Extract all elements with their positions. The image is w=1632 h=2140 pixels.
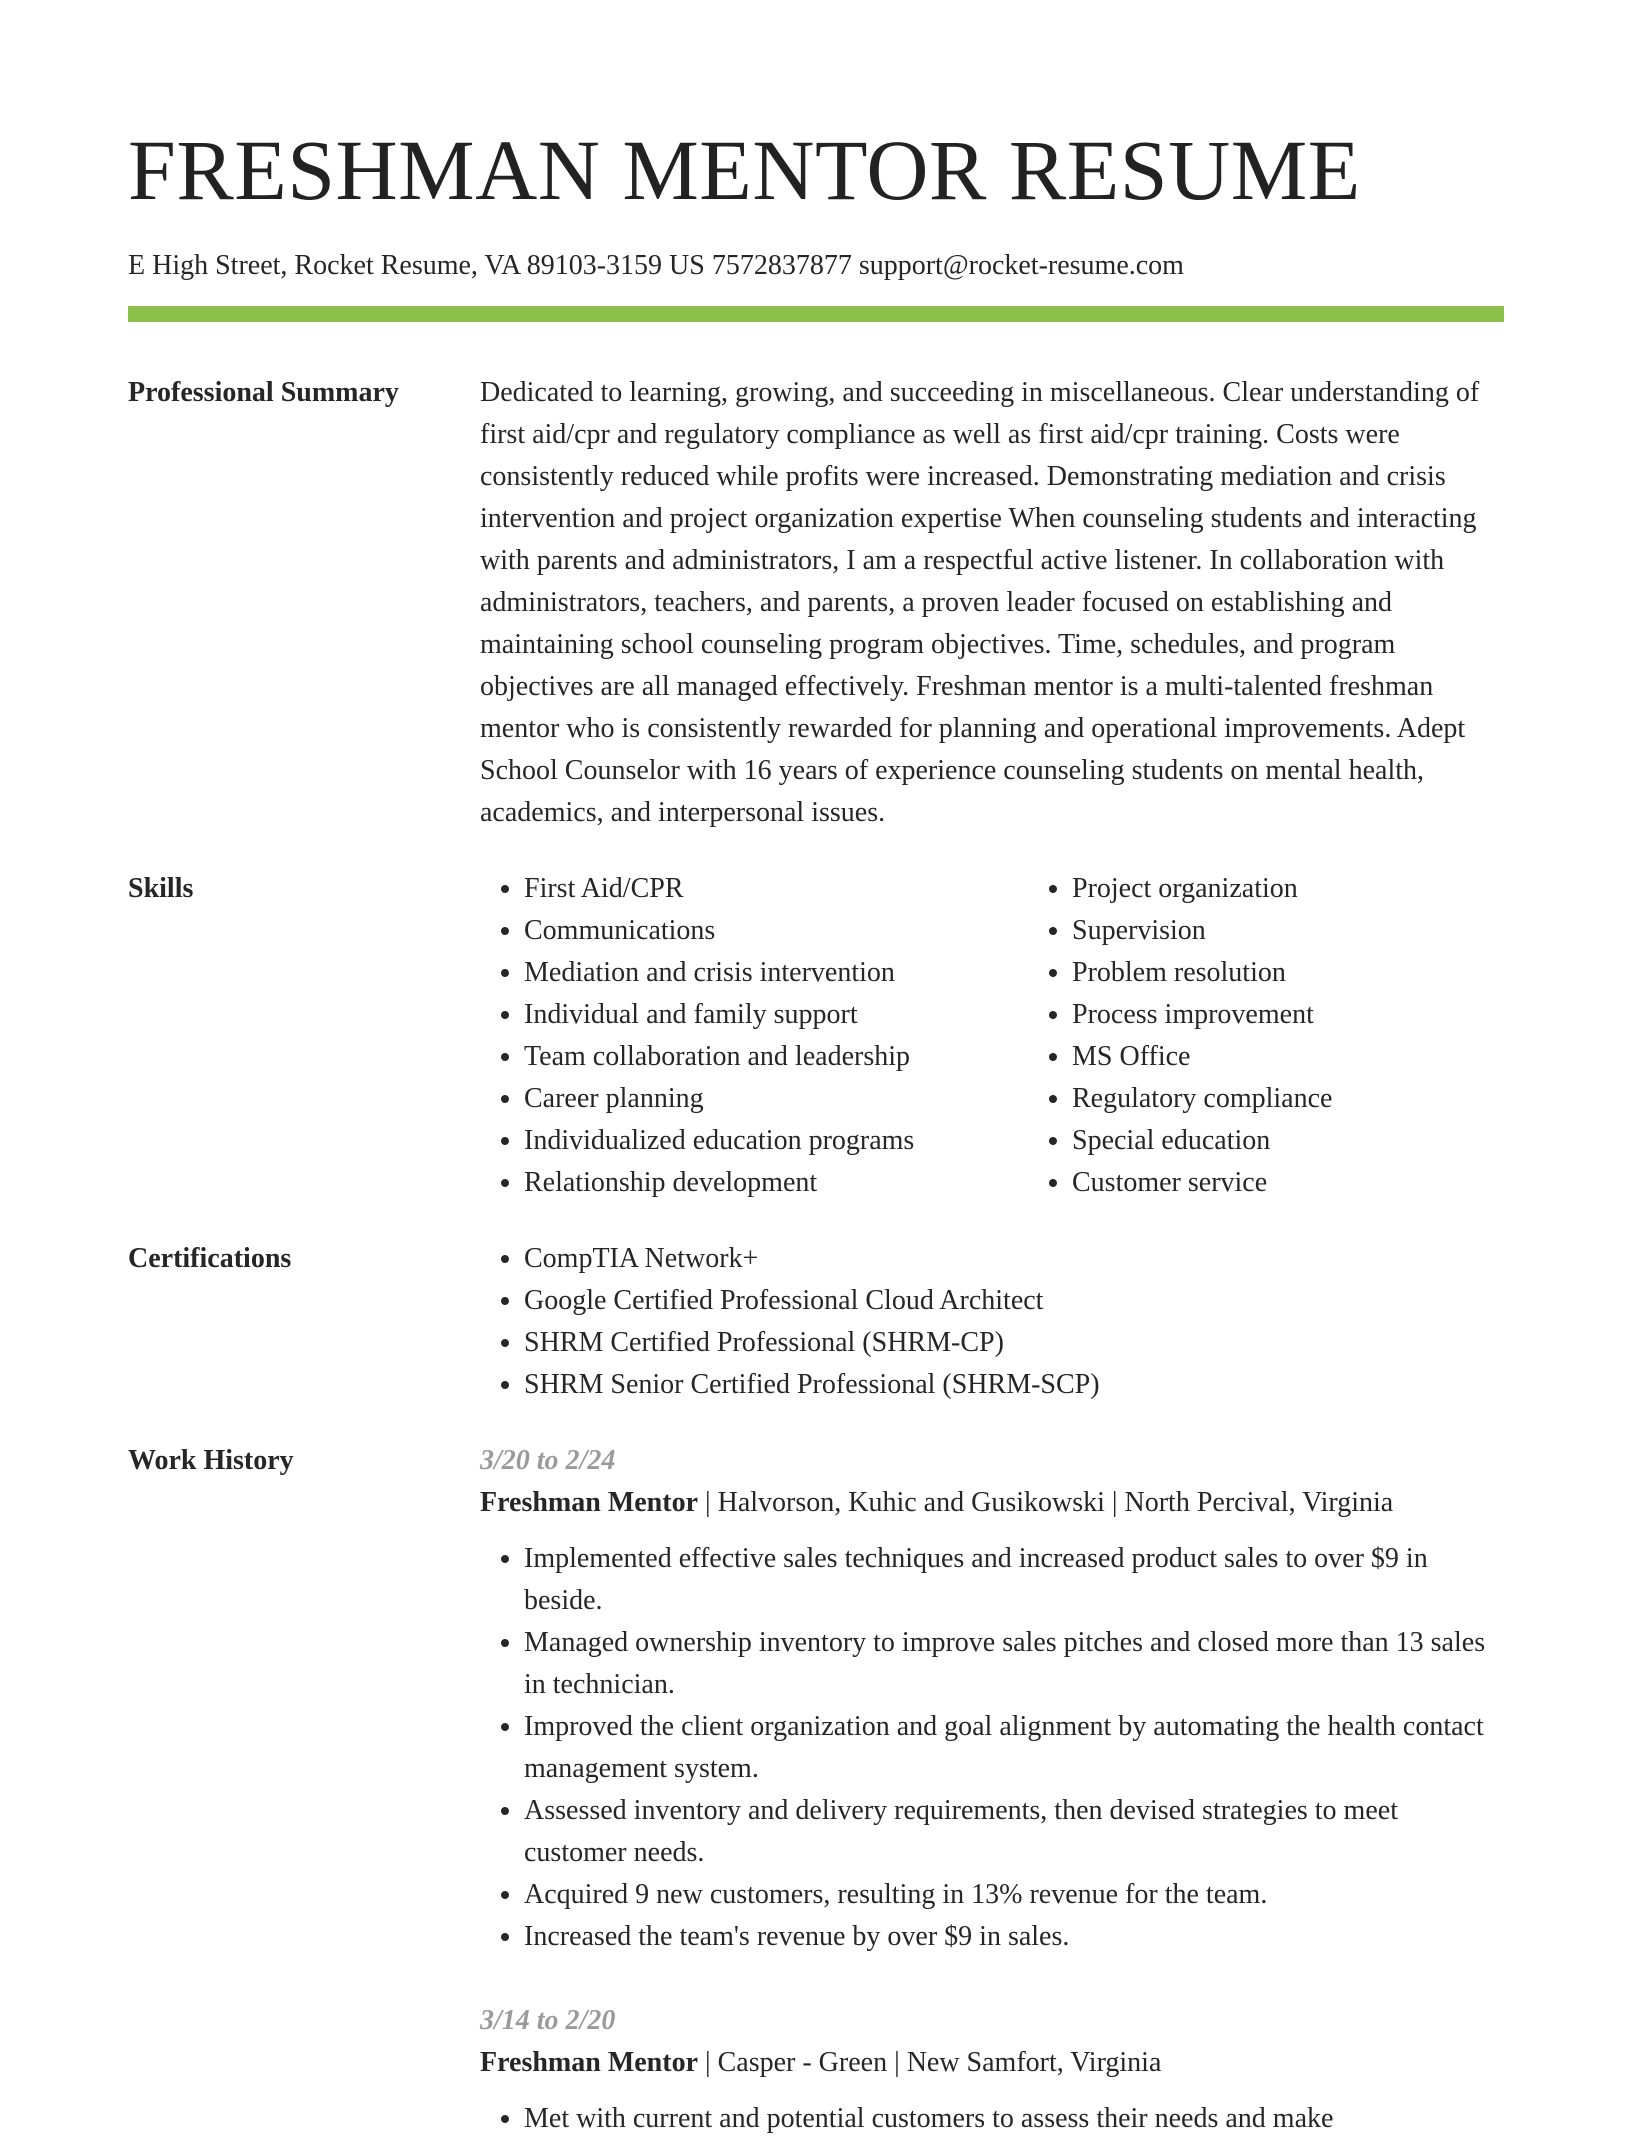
skill-item: • Individualized education programs bbox=[524, 1120, 1028, 1162]
skills-columns bbox=[480, 868, 1576, 1204]
skill-item: • Process improvement bbox=[1072, 994, 1576, 1036]
job-title: Freshman Mentor bbox=[480, 2047, 698, 2078]
contact-line: E High Street, Rocket Resume, VA 89103-3159 US 7572837877 support@rocket-resume.com bbox=[128, 250, 1184, 281]
summary-text: Dedicated to learning, growing, and succeeding in miscellaneous. Clear understanding of first aid/cpr and regulatory compliance as well as first aid/cpr training. Costs were consistently reduced while profits were increased. Demonstrating mediation and crisis intervention and project organization expertise When counseling students and interacting with parents and administrators, I am a respectful active listener. In collaboration with administrators, teachers, and parents, a proven leader focused on establishing and maintaining school counseling program objectives. Time, schedules, and program objectives are all managed effectively. Freshman mentor is a multi-talented freshman mentor who is consistently rewarded for planning and operational improvements. Adept School Counselor with 16 years of experience counseling students on mental health, academics, and interpersonal issues. bbox=[480, 377, 1480, 828]
skill-item: • First Aid/CPR bbox=[524, 868, 1028, 910]
section-label-work-history: Work History bbox=[128, 1445, 294, 1476]
section-label-summary: Professional Summary bbox=[128, 377, 399, 408]
professional-summary-section bbox=[128, 322, 1504, 834]
job-dates: 3/20 to 2/24 bbox=[480, 1445, 616, 1476]
job-bullet: • Acquired 9 new customers, resulting in 13% revenue for the team. bbox=[524, 1874, 1504, 1916]
skill-item: • Mediation and crisis intervention bbox=[524, 952, 1028, 994]
job-entry bbox=[480, 1440, 1504, 1958]
skill-item: • Relationship development bbox=[524, 1162, 1028, 1204]
certification-item: • Google Certified Professional Cloud Architect bbox=[524, 1280, 1504, 1322]
job-bullet: • Implemented effective sales techniques and increased product sales to over $9 in beside. bbox=[524, 1538, 1504, 1622]
certifications-section bbox=[128, 1204, 1504, 1406]
job-bullet: • Assessed inventory and delivery requirements, then devised strategies to meet customer needs. bbox=[524, 1790, 1504, 1874]
skill-item: • Problem resolution bbox=[1072, 952, 1576, 994]
resume-page bbox=[128, 0, 1504, 2140]
header-divider bbox=[128, 306, 1504, 322]
section-label-certifications: Certifications bbox=[128, 1243, 292, 1274]
skills-section bbox=[128, 834, 1504, 1204]
skills-list-right bbox=[1028, 868, 1576, 1204]
work-history-body bbox=[480, 1440, 1504, 2140]
job-bullet: • Managed ownership inventory to improve sales pitches and closed more than 13 sales in technician. bbox=[524, 1622, 1504, 1706]
certification-item: • SHRM Senior Certified Professional (SHRM-SCP) bbox=[524, 1364, 1504, 1406]
certification-item: • SHRM Certified Professional (SHRM-CP) bbox=[524, 1322, 1504, 1364]
certifications-list bbox=[480, 1238, 1504, 1406]
job-title: Freshman Mentor bbox=[480, 1487, 698, 1518]
job-bullet: • Increased the team's revenue by over $9 in sales. bbox=[524, 1916, 1504, 1958]
skill-item: • Regulatory compliance bbox=[1072, 1078, 1576, 1120]
skill-item: • Supervision bbox=[1072, 910, 1576, 952]
skill-item: • Special education bbox=[1072, 1120, 1576, 1162]
job-bullets bbox=[480, 1538, 1504, 1958]
certifications-body bbox=[480, 1238, 1504, 1406]
job-bullets bbox=[480, 2098, 1504, 2140]
skill-item: • MS Office bbox=[1072, 1036, 1576, 1078]
skill-item: • Project organization bbox=[1072, 868, 1576, 910]
job-heading bbox=[480, 1482, 1504, 1524]
job-heading bbox=[480, 2042, 1504, 2084]
skill-item: • Individual and family support bbox=[524, 994, 1028, 1036]
job-entry bbox=[480, 2000, 1504, 2140]
certification-item: • CompTIA Network+ bbox=[524, 1238, 1504, 1280]
resume-title: FRESHMAN MENTOR RESUME bbox=[128, 122, 1361, 218]
job-details: | Halvorson, Kuhic and Gusikowski | North Percival, Virginia bbox=[698, 1487, 1394, 1518]
work-history-section bbox=[128, 1406, 1504, 2140]
skill-item: • Team collaboration and leadership bbox=[524, 1036, 1028, 1078]
job-dates: 3/14 to 2/20 bbox=[480, 2005, 616, 2036]
skills-list-left bbox=[480, 868, 1028, 1204]
job-bullet: • Improved the client organization and goal alignment by automating the health contact management system. bbox=[524, 1706, 1504, 1790]
skill-item: • Communications bbox=[524, 910, 1028, 952]
job-bullet: • Met with current and potential customers to assess their needs and make bbox=[524, 2098, 1504, 2140]
skill-item: • Customer service bbox=[1072, 1162, 1576, 1204]
job-details: | Casper - Green | New Samfort, Virginia bbox=[698, 2047, 1162, 2078]
skill-item: • Career planning bbox=[524, 1078, 1028, 1120]
section-label-skills: Skills bbox=[128, 873, 194, 904]
